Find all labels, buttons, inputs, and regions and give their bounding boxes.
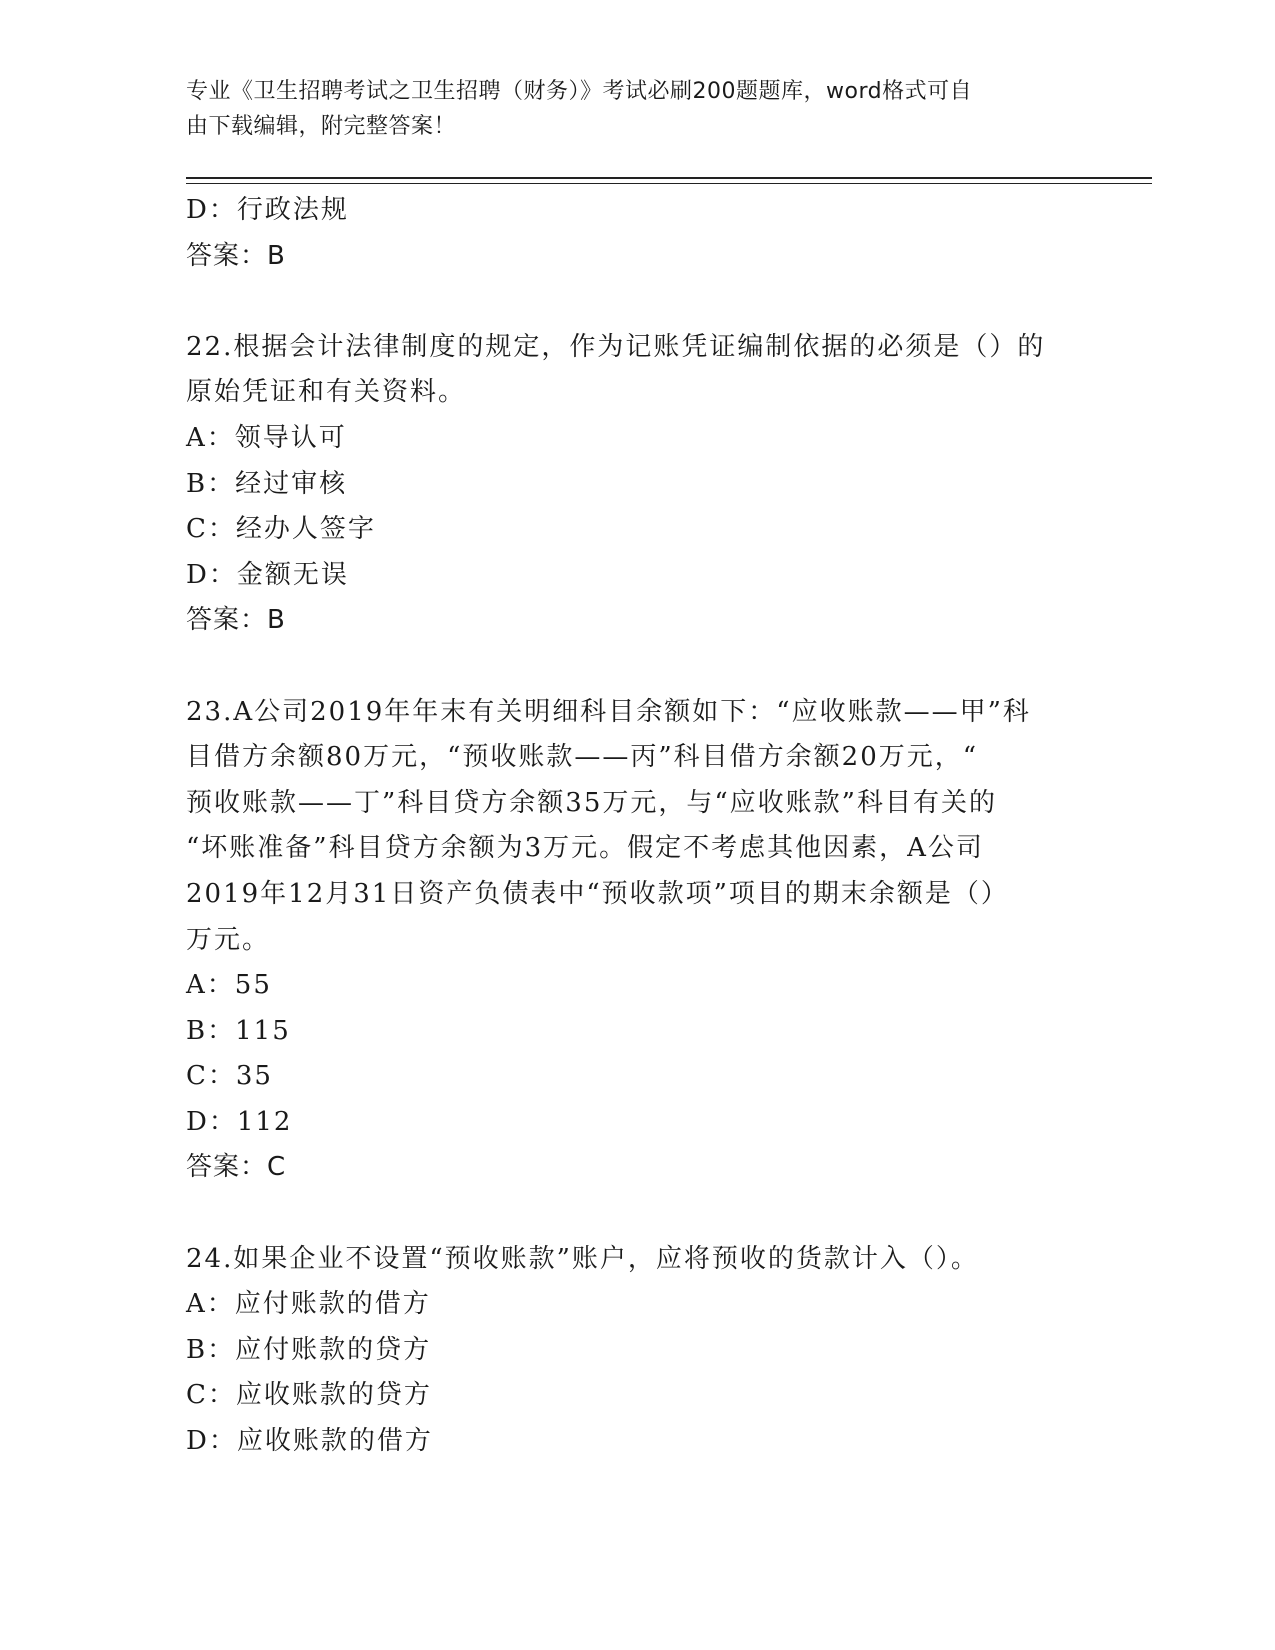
header-line-1: 专业《卫生招聘考试之卫生招聘（财务）》考试必刷200题题库，word格式可自 [186, 79, 973, 104]
option-b: B：115 [186, 1015, 291, 1046]
question-stem-line: “坏账准备”科目贷方余额为3万元。假定不考虑其他因素，A公司 [186, 833, 984, 864]
option-b: B：应付账款的贷方 [186, 1334, 432, 1365]
answer-line: 答案：C [186, 1152, 287, 1183]
question-spacer [186, 1191, 1086, 1237]
header-divider [186, 177, 1152, 179]
answer-line: 答案：B [186, 605, 286, 636]
question-21-tail [186, 188, 1086, 279]
question-stem-line: 万元。 [186, 924, 271, 955]
question-stem-line: 2019年12月31日资产负债表中“预收款项”项目的期末余额是（） [186, 878, 1009, 909]
option-a: A：55 [186, 970, 272, 1001]
option-d: D：应收账款的借方 [186, 1426, 433, 1457]
option-a: A：应付账款的借方 [186, 1289, 431, 1320]
question-stem-line: 预收账款——丁”科目贷方余额35万元，与“应收账款”科目有关的 [186, 787, 997, 818]
question-stem-line: 23.A公司2019年年末有关明细科目余额如下：“应收账款——甲”科 [186, 696, 1031, 727]
question-spacer [186, 644, 1086, 690]
option-d: D：112 [186, 1106, 293, 1137]
option-c: C：应收账款的贷方 [186, 1380, 432, 1411]
question-stem-line: 原始凭证和有关资料。 [186, 377, 467, 408]
option-b: B：经过审核 [186, 468, 348, 499]
question-list [186, 188, 1086, 1465]
header-divider-thin [186, 183, 1152, 184]
option-d: D：金额无误 [186, 559, 349, 590]
header-line-2: 由下载编辑，附完整答案！ [186, 114, 457, 139]
question-22 [186, 325, 1086, 644]
question-stem-line: 目借方余额80万元，“预收账款——丙”科目借方余额20万元，“ [186, 742, 979, 773]
question-stem-line: 22.根据会计法律制度的规定，作为记账凭证编制依据的必须是（）的 [186, 331, 1046, 362]
option-d: D：行政法规 [186, 195, 349, 225]
option-c: C：经办人签字 [186, 514, 376, 545]
option-c: C：35 [186, 1061, 273, 1092]
answer-line: 答案：B [186, 240, 286, 271]
document-header [186, 74, 1086, 144]
question-23 [186, 690, 1086, 1192]
question-24 [186, 1237, 1086, 1465]
option-a: A：领导认可 [186, 422, 347, 453]
question-spacer [186, 279, 1086, 325]
question-stem-line: 24.如果企业不设置“预收账款”账户，应将预收的货款计入（）。 [186, 1243, 979, 1274]
